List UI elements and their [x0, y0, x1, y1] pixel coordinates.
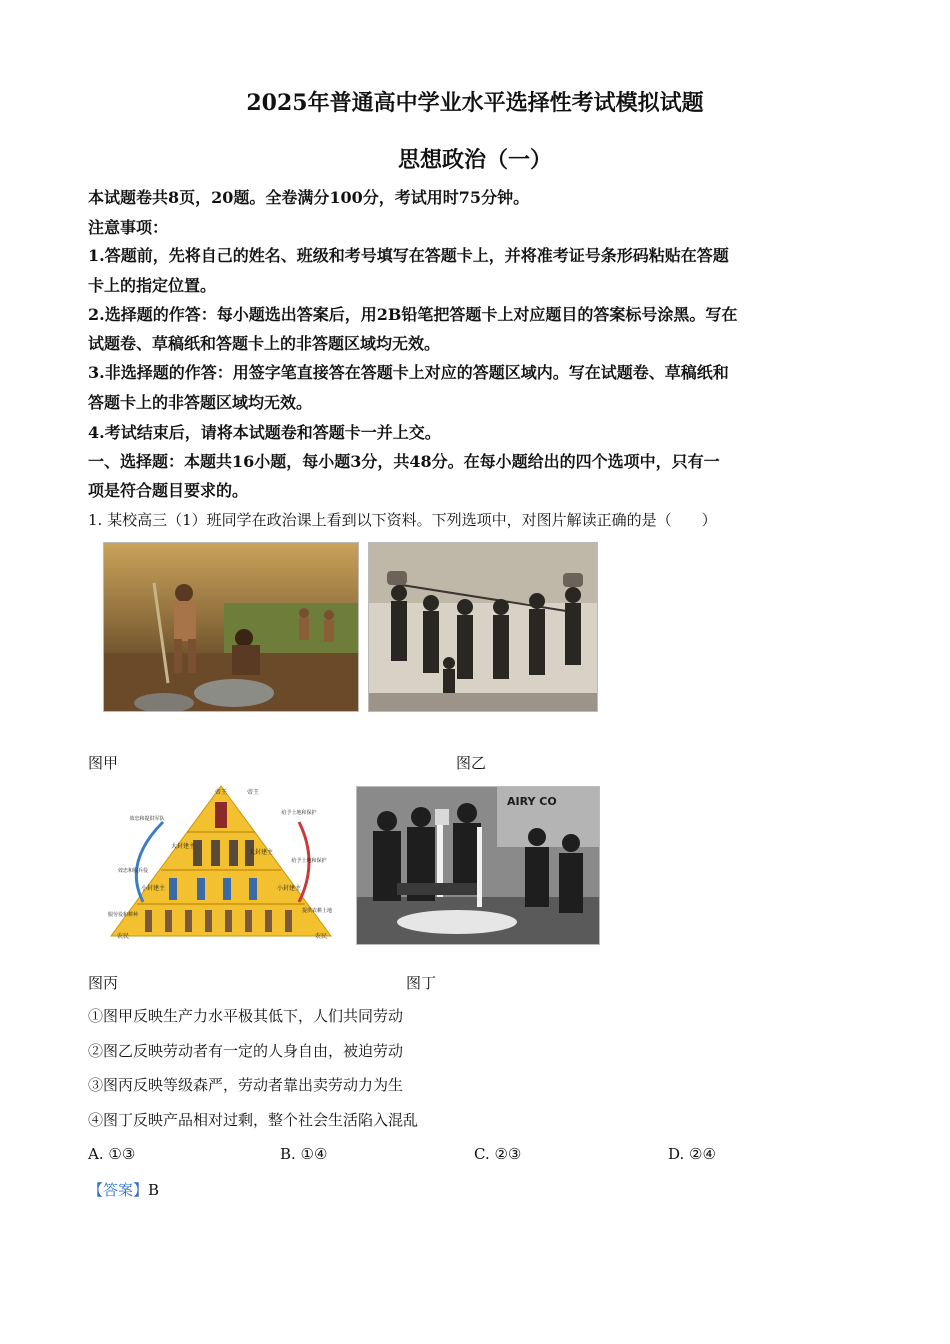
answer-line [88, 1180, 159, 1200]
pyramid-note: 效忠和提供军队 [129, 816, 165, 822]
photo-sign-text: AIRY CO [507, 795, 557, 808]
pyramid-level-label: 小封建主 [276, 885, 302, 892]
notice-line: 4.考试结束后，请将本试题卷和答题卡一并上交。 [88, 423, 441, 442]
pyramid-level-label: 农民 [314, 933, 328, 940]
notice-line: 1.答题前，先将自己的姓名、班级和考号填写在答题卡上，并将准考证号条形码粘贴在答题 [88, 246, 729, 265]
notice-line: 卡上的指定位置。 [88, 276, 217, 295]
answer-value: B [148, 1181, 160, 1199]
statement-2: ②图乙反映劳动者有一定的人身自由，被迫劳动 [88, 1042, 404, 1060]
pyramid-level-label: 帝王 [246, 789, 260, 796]
option-b: B. ①④ [280, 1145, 328, 1163]
statement-4: ④图丁反映产品相对过剩，整个社会生活陷入混乱 [88, 1111, 419, 1129]
notice-line: 试题卷、草稿纸和答题卡上的非答题区域均无效。 [88, 334, 441, 353]
pyramid-level-label: 帝王 [214, 789, 228, 796]
pyramid-note: 给予土地和保护 [281, 810, 317, 816]
notice-line: 答题卡上的非答题区域均无效。 [88, 393, 313, 412]
option-d: D. ②④ [668, 1145, 716, 1163]
figure-d-image [356, 786, 600, 945]
figure-c-caption: 图丙 [88, 974, 119, 992]
pyramid-note: 给予土地和保护 [291, 858, 327, 864]
notice-line: 2.选择题的作答：每小题选出答案后，用2B铅笔把答题卡上对应题目的答案标号涂黑。写在 [88, 305, 738, 324]
pyramid-level-label: 农民 [116, 933, 130, 940]
pyramid-note: 服劳役和耕种 [107, 912, 139, 918]
pyramid-note: 效忠和服兵役 [117, 868, 149, 874]
pyramid-level-label: 大封建主 [170, 843, 196, 850]
figure-d-caption: 图丁 [406, 974, 437, 992]
exam-subtitle: 思想政治（一） [397, 147, 552, 173]
figure-a-image [103, 542, 359, 712]
statement-3: ③图丙反映等级森严，劳动者靠出卖劳动力为生 [88, 1076, 404, 1094]
question-stem: 1. 某校高三（1）班同学在政治课上看到以下资料。下列选项中，对图片解读正确的是（ ） [88, 511, 717, 529]
option-a: A. ①③ [88, 1145, 136, 1163]
exam-title: 2025年普通高中学业水平选择性考试模拟试题 [246, 90, 704, 116]
notice-line: 3.非选择题的作答：用签字笔直接答在答题卡上对应的答题区域内。写在试题卷、草稿纸和 [88, 363, 729, 382]
exam-summary: 本试题卷共8页，20题。全卷满分100分，考试用时75分钟。 [88, 188, 530, 207]
pyramid-note: 提供农耕土地 [301, 908, 333, 914]
section-heading: 一、选择题：本题共16小题，每小题3分，共48分。在每小题给出的四个选项中，只有一 [88, 452, 720, 471]
statement-1: ①图甲反映生产力水平极其低下，人们共同劳动 [88, 1007, 404, 1025]
figure-c-image [103, 782, 339, 944]
figure-b-caption: 图乙 [456, 754, 487, 772]
notice-heading: 注意事项： [88, 218, 169, 237]
figure-b-image [368, 542, 598, 712]
pyramid-level-label: 大封建主 [248, 849, 274, 856]
answer-tag: 【答案】 [88, 1181, 149, 1199]
section-heading-cont: 项是符合题目要求的。 [88, 481, 249, 500]
pyramid-level-label: 小封建主 [140, 885, 166, 892]
option-c: C. ②③ [474, 1145, 522, 1163]
figure-a-caption: 图甲 [88, 754, 119, 772]
